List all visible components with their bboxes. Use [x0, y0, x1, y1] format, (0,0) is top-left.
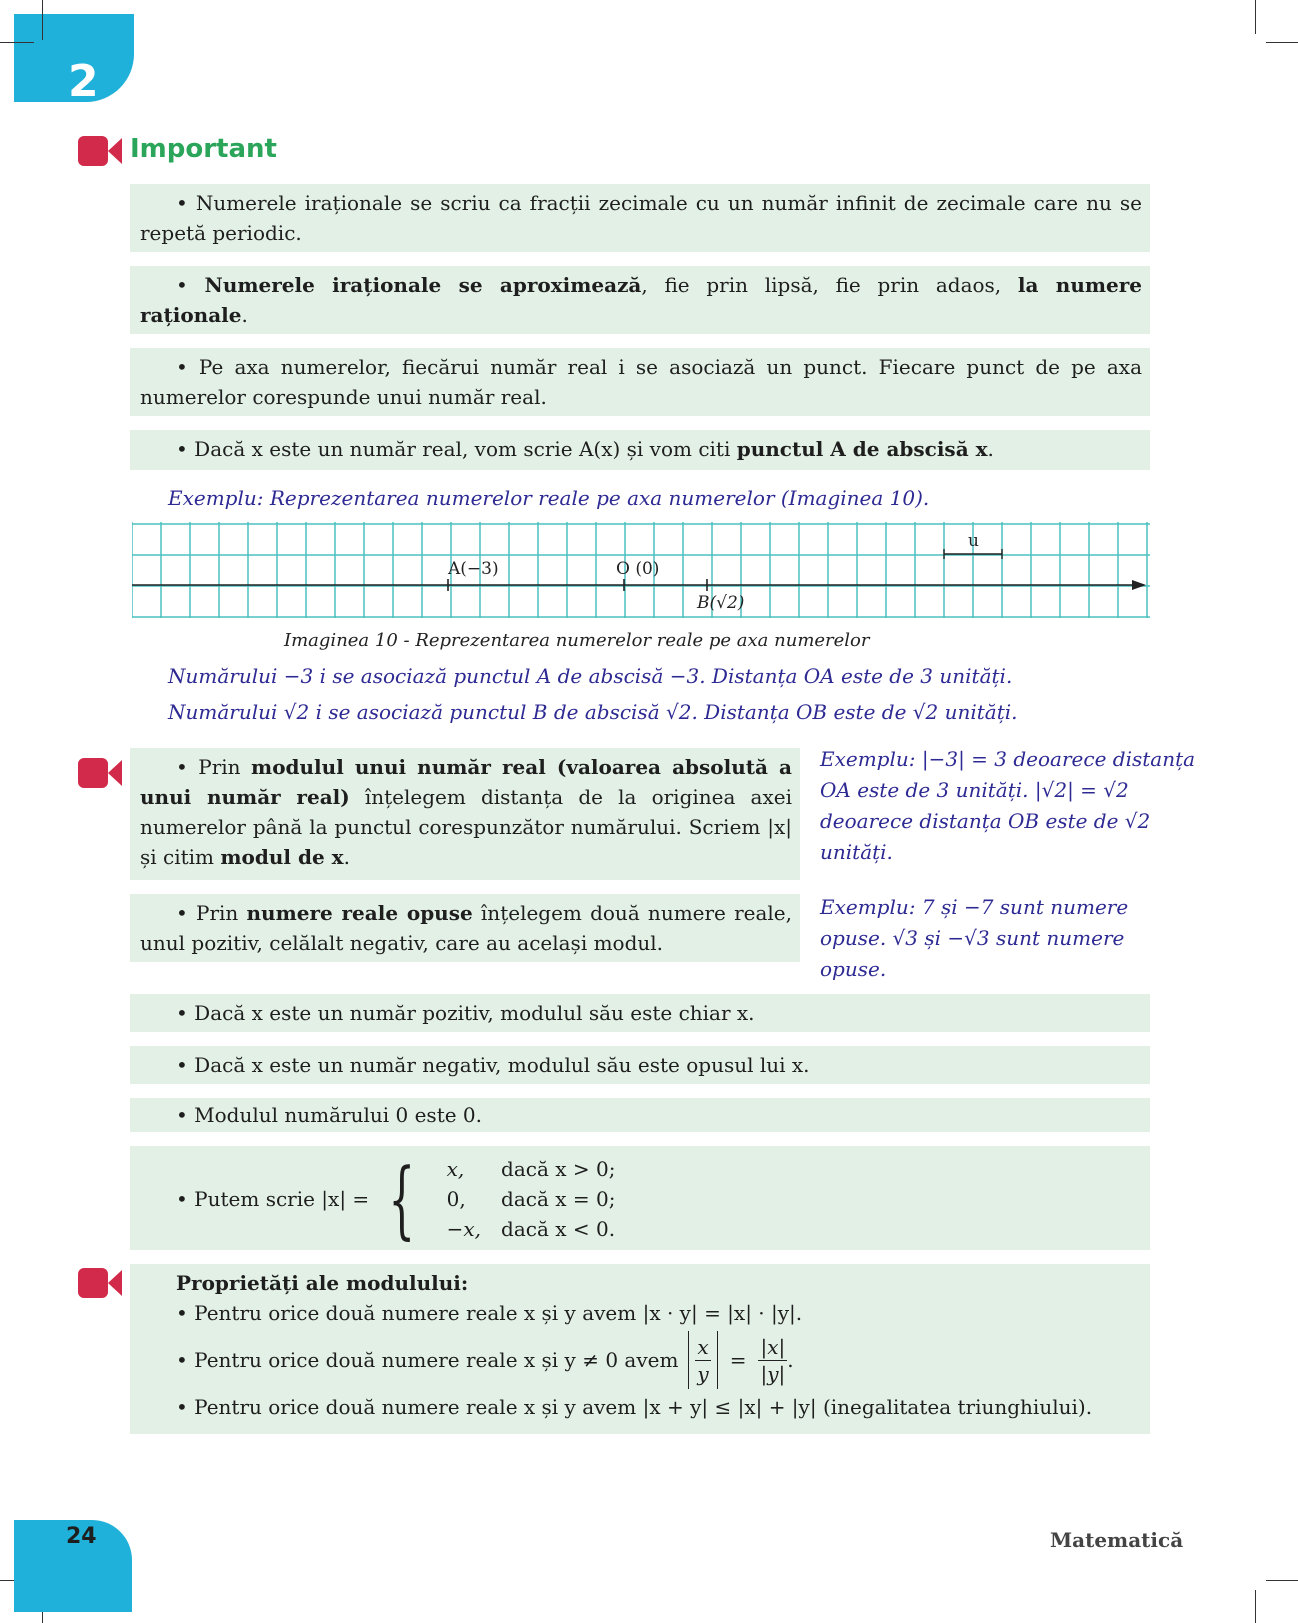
- property-quotient: [176, 1328, 1142, 1392]
- info-text: • Numerele iraționale se aproximează, fie prin lipsă, fie prin adaos, la numere raționale.: [140, 273, 1143, 327]
- axis-arrow-icon: [1132, 580, 1146, 590]
- example-line-A: Numărului −3 i se asociază punctul A de abscisă −3. Distanța OA este de 3 unități.: [168, 664, 1013, 688]
- side-example-modulus: Exemplu: |−3| = 3 deoarece distanța OA este de 3 unități. |√2| = √2 deoarece distanța OB este de √2 unități.: [820, 747, 1196, 864]
- text: înțelegem distanța de la originea axei numerelor până la punctul corespunzător numărului. Scriem |x| și citim: [140, 785, 792, 869]
- info-text: [140, 898, 792, 958]
- crop-mark: [1255, 0, 1256, 34]
- case-row: [437, 1214, 626, 1244]
- numerator: x: [697, 1334, 709, 1359]
- text: • Prin: [176, 755, 252, 779]
- label-B: B(√2): [697, 593, 745, 613]
- bold-text: modul de x: [220, 845, 344, 869]
- bold-text: numere reale opuse: [246, 901, 473, 925]
- info-text: • Numerele iraționale se scriu ca fracții zecimale cu un număr infinit de zecimale care nu se repetă periodic.: [140, 191, 1142, 245]
- label-A: A(−3): [448, 559, 499, 579]
- bold-text: punctul A de abscisă x: [736, 437, 988, 461]
- crop-mark: [1255, 1590, 1256, 1623]
- info-box-piecewise: [130, 1146, 1150, 1250]
- case-row: [437, 1154, 626, 1184]
- case-condition: dacă x = 0;: [501, 1187, 616, 1211]
- crop-mark: [42, 0, 43, 40]
- number-line-figure: [132, 522, 1150, 618]
- case-value: x,: [446, 1157, 465, 1181]
- label-u: u: [968, 531, 979, 551]
- case-value: 0,: [446, 1187, 466, 1211]
- abs-fraction: [688, 1331, 717, 1389]
- bold-text: Numerele iraționale se aproximează: [204, 273, 642, 297]
- properties-title: Proprietăți ale modulului:: [176, 1271, 469, 1295]
- denominator: |y|: [760, 1361, 786, 1386]
- example-line-B: Numărului √2 i se asociază punctul B de abscisă √2. Distanța OB este de √2 unități.: [168, 700, 1018, 724]
- equals-sign: =: [729, 1348, 747, 1372]
- text: înțelegem două numere reale, unul pozitiv, celălalt negativ, care au același modul.: [140, 901, 792, 955]
- info-box-modulus-definition: [130, 748, 800, 880]
- chapter-tab: [14, 14, 134, 107]
- text: • Pentru orice două numere reale x și y ≠ 0 avem: [176, 1348, 679, 1372]
- text: • Prin: [176, 901, 247, 925]
- label-O: O (0): [616, 559, 660, 579]
- text: , fie prin lipsă, fie prin adaos,: [641, 273, 1018, 297]
- info-box-abscissa: [130, 430, 1150, 470]
- case-value: −x,: [446, 1217, 482, 1241]
- side-example-opposite: Exemplu: 7 și −7 sunt numere opuse. √3 și −√3 sunt numere opuse.: [820, 895, 1129, 981]
- crop-mark: [0, 42, 34, 43]
- text: .: [343, 845, 350, 869]
- info-text: [140, 752, 792, 872]
- info-box-negative-modulus: [130, 1046, 1150, 1084]
- example-intro: Exemplu: Reprezentarea numerelor reale pe axa numerelor (Imaginea 10).: [168, 486, 930, 510]
- info-text: • Modulul numărului 0 este 0.: [176, 1103, 483, 1127]
- number-line-svg: [132, 522, 1150, 618]
- chapter-number: 2: [68, 56, 99, 107]
- info-box-irrational-decimals: [130, 184, 1150, 252]
- page-number: 24: [66, 1524, 97, 1549]
- info-box-positive-modulus: [130, 994, 1150, 1032]
- numerator: |x|: [760, 1334, 786, 1359]
- info-box-approximation: [130, 266, 1150, 334]
- fraction: [758, 1334, 787, 1387]
- case-row: [437, 1184, 626, 1214]
- bold-text: modulul unui număr real (valoarea absolută a unui număr real): [140, 755, 792, 809]
- info-text: [140, 434, 1142, 464]
- case-condition: dacă x < 0.: [501, 1217, 616, 1241]
- crop-mark: [1266, 42, 1298, 43]
- bold-text: la numere raționale: [140, 273, 1143, 327]
- subject-name: Matematică: [1050, 1528, 1184, 1552]
- period: .: [787, 1348, 794, 1372]
- case-condition: dacă x > 0;: [501, 1157, 616, 1181]
- text: .: [987, 437, 994, 461]
- camera-icon: [78, 758, 122, 788]
- crop-mark: [1266, 1580, 1298, 1581]
- piecewise-cases: [437, 1154, 626, 1244]
- property-triangle-inequality: • Pentru orice două numere reale x și y avem |x + y| ≤ |x| + |y| (inegalitatea triunghiului).: [176, 1395, 1093, 1419]
- info-text: • Dacă x este un număr pozitiv, modulul său este chiar x.: [176, 1001, 755, 1025]
- text: • Dacă x este un număr real, vom scrie A(x) și vom citi: [176, 437, 737, 461]
- brace-glyph: {: [388, 1150, 416, 1248]
- info-text: • Dacă x este un număr negativ, modulul său este opusul lui x.: [176, 1053, 810, 1077]
- info-box-properties: [130, 1264, 1150, 1434]
- figure-caption: Imaginea 10 - Reprezentarea numerelor reale pe axa numerelor: [284, 630, 870, 651]
- fraction: [695, 1334, 710, 1387]
- piecewise-formula: [140, 1152, 1142, 1246]
- info-box-opposite-numbers: [130, 894, 800, 962]
- camera-icon: [78, 136, 122, 166]
- info-box-zero-modulus: [130, 1098, 1150, 1132]
- property-product: • Pentru orice două numere reale x și y avem |x · y| = |x| · |y|.: [176, 1301, 803, 1325]
- info-text: • Pe axa numerelor, fiecărui număr real i se asociază un punct. Fiecare punct de pe axa numerelor corespunde unui număr real.: [140, 355, 1142, 409]
- text: .: [241, 303, 248, 327]
- formula-lead: • Putem scrie |x| =: [176, 1187, 370, 1211]
- camera-icon: [78, 1268, 122, 1298]
- info-box-number-axis: [130, 348, 1150, 416]
- denominator: y: [697, 1361, 709, 1386]
- section-heading: Important: [130, 134, 277, 164]
